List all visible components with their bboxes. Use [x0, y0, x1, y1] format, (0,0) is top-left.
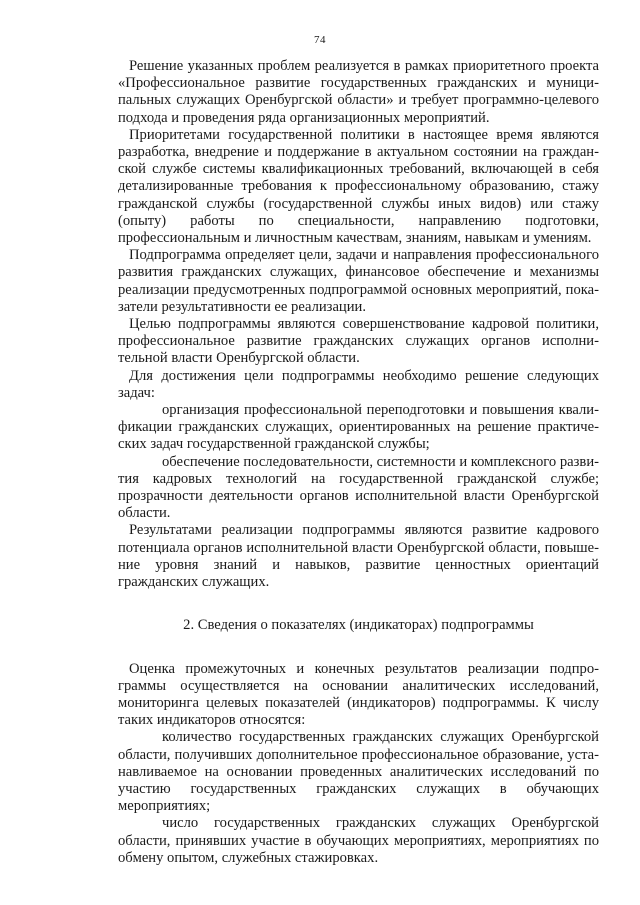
paragraph-subprogram-defines: Подпрограмма определяет цели, задачи и направления профессионального развития гражданских служащих, финансовое обеспечение и механизмы реализации предусмотренных подпрограммой основных мероприятий, показатели результативности ее реализации.	[118, 247, 599, 315]
paragraph-task-consistency: обеспечение последовательности, системности и комплексного развития кадровых технологий на государственной гражданской службе; прозрачности деятельности органов исполнительной власти Оренбургской области.	[118, 453, 599, 522]
paragraph-evaluation: Оценка промежуточных и конечных результатов реализации подпрограммы осуществляется на основании аналитических исследований, мониторинга целевых показателей (индикаторов) подпрограммы. К числу таких индикаторов относятся:	[118, 660, 599, 729]
paragraph-policy-priorities: Приоритетами государственной политики в настоящее время являются разработка, внедрение и поддержание в актуальном состоянии на гражданской службе системы квалификационных требований, включающей в себя детализированные требования к профессиональному образованию, стажу гражданской службы (государственной службы иных видов) или стажу (опыту) работы по специальности, направлению подготовки, профессиональным и личностным качествам, знаниям, навыкам и умениям.	[118, 126, 599, 247]
paragraph-indicator-number: число государственных гражданских служащих Оренбургской области, принявших участие в обучающих мероприятиях, мероприятиях по обмену опытом, служебных стажировках.	[118, 815, 599, 866]
paragraph-task-training: организация профессиональной переподготовки и повышения квалификации гражданских служащих, ориентированных на решение практических задач государственной гражданской службы;	[118, 402, 599, 453]
page-number: 74	[314, 34, 326, 46]
paragraph-indicator-count: количество государственных гражданских служащих Оренбургской области, получивших дополнительное профессиональное образование, устанавливаемое на основании проведенных аналитических исследований по участию государственных гражданских служащих в обучающих мероприятиях;	[118, 729, 599, 815]
paragraph-subprogram-goal: Целью подпрограммы являются совершенствование кадровой политики, профессиональное развитие гражданских служащих органов исполнительной власти Оренбургской области.	[118, 316, 599, 367]
section-heading: 2. Сведения о показателях (индикаторах) подпрограммы	[183, 617, 534, 634]
paragraph-tasks-intro: Для достижения цели подпрограммы необходимо решение следующих задач:	[118, 367, 599, 401]
paragraph-results: Результатами реализации подпрограммы являются развитие кадрового потенциала органов исполнительной власти Оренбургской области, повышение уровня знаний и навыков, развитие ценностных ориентаций гражданских служащих.	[118, 522, 599, 591]
paragraph-problem-solution: Решение указанных проблем реализуется в рамках приоритетного проекта «Профессиональное развитие государственных гражданских и муниципальных служащих Оренбургской области» и требует программно-целевого подхода и проведения ряда организационных мероприятий.	[118, 58, 599, 126]
document-body	[118, 58, 599, 867]
